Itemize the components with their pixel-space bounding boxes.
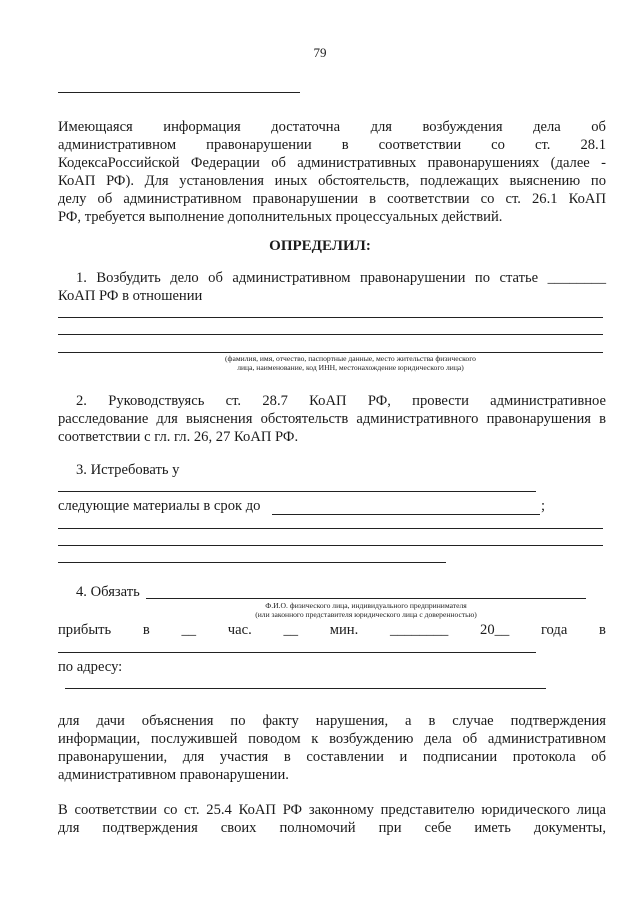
item4-place-blank [58, 652, 536, 653]
item3-line-2-prefix: следующие материалы в срок до [58, 498, 261, 514]
item3-blank-line-3 [58, 545, 603, 546]
arrive-minute-blank: __ [283, 622, 299, 638]
item4-caption-line-2: (или законного представителя юридического лица с доверенностью) [255, 610, 477, 619]
item3-deadline-blank [272, 514, 540, 515]
intro-line-2: административном правонарушении в соответствии со ст. 28.1 [58, 137, 606, 153]
intro-line-1: Имеющаяся информация достаточна для возбуждения дела об [58, 119, 606, 135]
arrive-preposition: в [142, 622, 150, 638]
arrive-hour-blank: __ [181, 622, 197, 638]
item3-line-2-suffix: ; [541, 498, 546, 514]
page-number: 79 [313, 45, 327, 60]
arrive-trailing-preposition: в [599, 622, 606, 638]
item2-line-1: 2. Руководствуясь ст. 28.7 КоАП РФ, провести административное [76, 393, 606, 409]
item1-blank-line-1 [58, 317, 603, 318]
purpose-line-2: информации, послужившей поводом к возбуждению дела об административном [58, 731, 606, 747]
purpose-line-3: правонарушении, для участия в составлении и подписании протокола об [58, 749, 606, 765]
footnote-separator-line [58, 92, 300, 93]
item2-line-2: расследование для выяснения обстоятельств административного правонарушения в [58, 411, 606, 427]
item4-arrival-row [58, 622, 606, 639]
item3-blank-line-2 [58, 528, 603, 529]
arrive-word: прибыть [58, 622, 112, 638]
item1-caption-line-2: лица, наименование, код ИНН, местонахождение юридического лица) [237, 363, 464, 372]
item4-name-blank [146, 598, 586, 599]
item2-line-3: соответствии с гл. гл. 26, 27 КоАП РФ. [58, 429, 299, 445]
section-heading: ОПРЕДЕЛИЛ: [269, 238, 371, 254]
item1-line-1: 1. Возбудить дело об административном правонарушении по статье ________ [76, 270, 606, 286]
arrive-minute-label: мин. [329, 622, 359, 638]
item4-prefix: 4. Обязать [76, 584, 140, 600]
arrive-date-blank: ________ [389, 622, 449, 638]
item1-caption-line-1: (фамилия, имя, отчество, паспортные данные, место жительства физического [225, 354, 476, 363]
intro-line-3: КодексаРоссийской Федерации об административных правонарушениях (далее - [58, 155, 606, 171]
intro-line-5: делу об административном правонарушении в соответствии со ст. 26.1 КоАП [58, 191, 606, 207]
item1-blank-line-3 [58, 352, 603, 353]
intro-line-6: РФ, требуется выполнение дополнительных процессуальных действий. [58, 209, 503, 225]
item1-blank-line-2 [58, 334, 603, 335]
representative-line-2: для подтверждения своих полномочий при себе иметь документы, [58, 820, 606, 836]
arrive-hour-label: час. [227, 622, 252, 638]
item4-caption-line-1: Ф.И.О. физического лица, индивидуального предпринимателя [265, 601, 467, 610]
address-label: по адресу: [58, 659, 123, 675]
purpose-line-4: административном правонарушении. [58, 767, 289, 783]
arrive-year: 20__ [480, 622, 510, 638]
item3-line-1: 3. Истребовать у [76, 462, 180, 478]
intro-line-4: КоАП РФ). Для установления иных обстоятельств, подлежащих выяснению по [58, 173, 606, 189]
item1-line-2: КоАП РФ в отношении [58, 288, 203, 304]
address-blank [65, 688, 546, 689]
representative-line-1: В соответствии со ст. 25.4 КоАП РФ законному представителю юридического лица [58, 802, 606, 818]
purpose-line-1: для дачи объяснения по факту нарушения, а в случае подтверждения [58, 713, 606, 729]
arrive-year-label: года [540, 622, 568, 638]
item3-blank-line-1 [58, 491, 536, 492]
item3-blank-line-4 [58, 562, 446, 563]
